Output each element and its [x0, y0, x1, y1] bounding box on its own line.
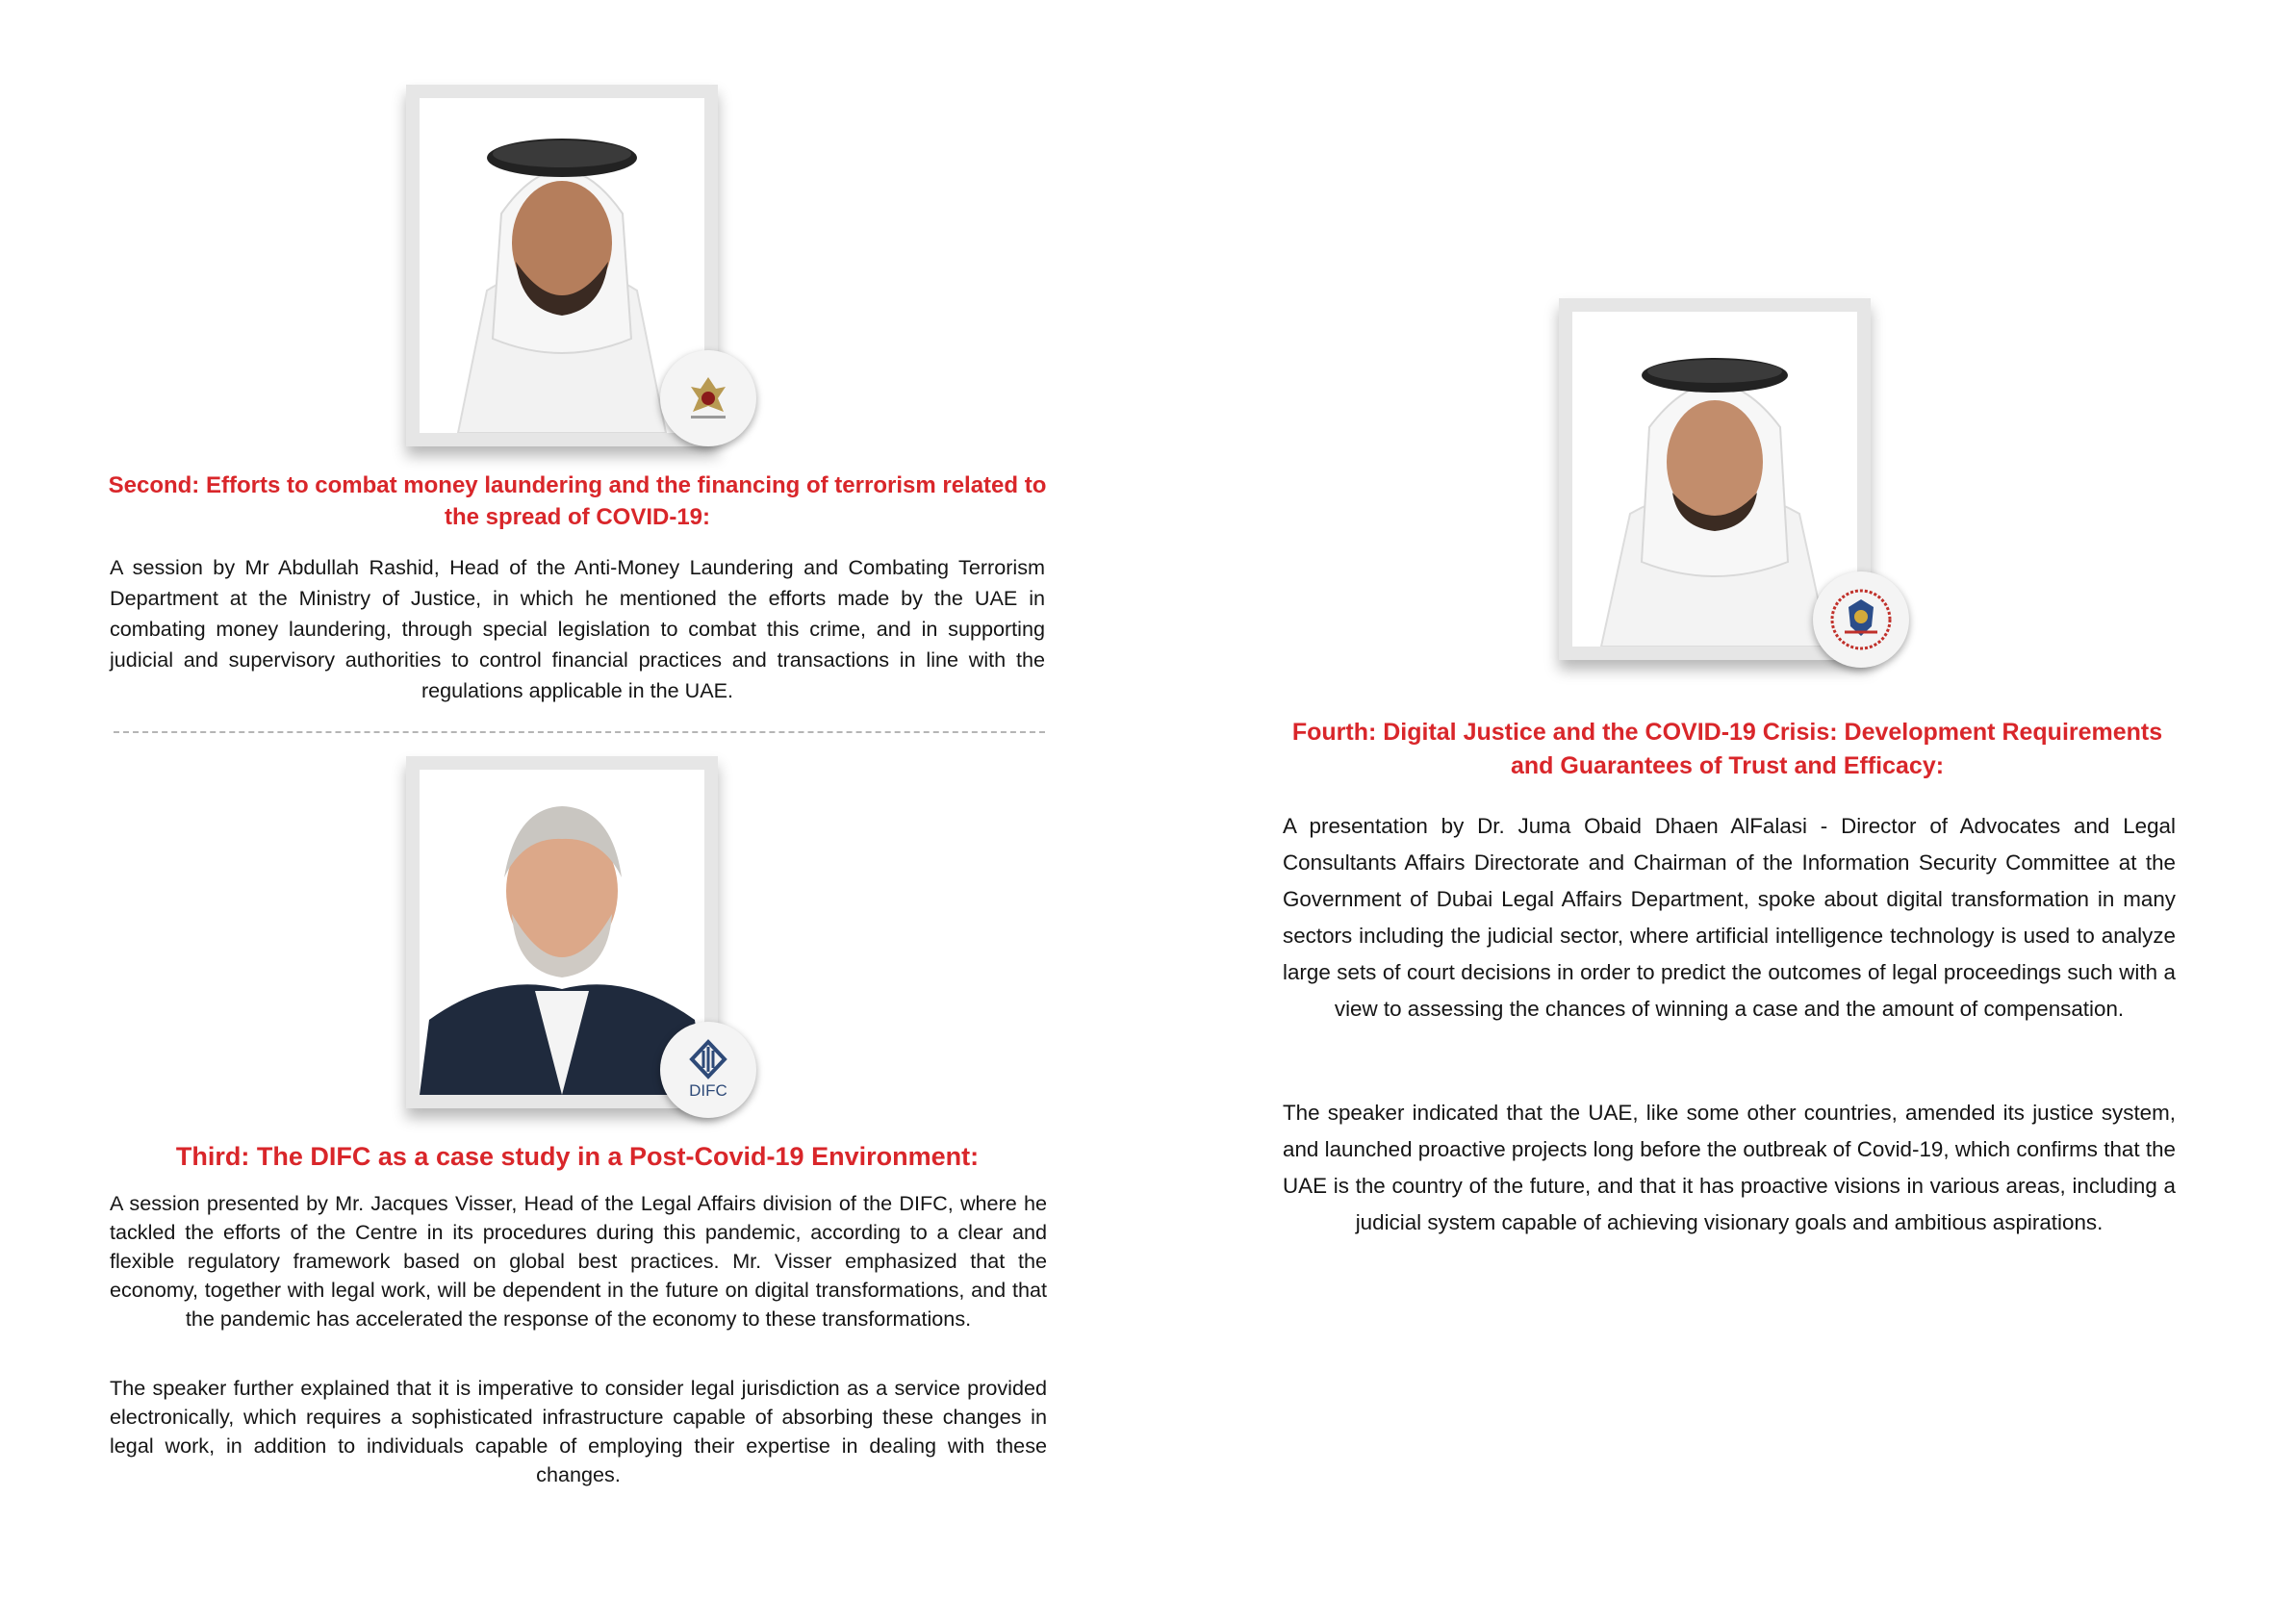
section-second-heading: Second: Efforts to combat money laundering and the financing of terrorism related to the spread of COVID-19:: [108, 472, 1047, 531]
section-fourth-heading: Fourth: Digital Justice and the COVID-19 Crisis: Development Requirements and Guarantees of Trust and Efficacy:: [1291, 719, 2163, 779]
section-fourth-body-1: A presentation by Dr. Juma Obaid Dhaen AlFalasi - Director of Advocates and Legal Consultants Affairs Directorate and Chairman of the Information Security Committee at the Government of Dubai Legal Affairs Department, spoke about digital transformation in many sectors including the judicial sector, where artificial intelligence technology is used to analyze large sets of court decisions in order to predict the outcomes of legal proceedings such with a view to assessing the chances of winning a case and the amount of compensation.: [1283, 814, 2176, 1021]
section-third-body-2: The speaker further explained that it is imperative to consider legal jurisdiction as a service provided electronically, which requires a sophisticated infrastructure capable of absorbing these changes in legal work, in addition to individuals capable of employing their expertise in dealing with these changes.: [110, 1376, 1047, 1486]
section-third-heading: Third: The DIFC as a case study in a Post-Covid-19 Environment:: [175, 1142, 980, 1171]
speaker-photo-juma-alfalasi: [1559, 298, 1871, 660]
speaker-photo-jacques-visser: [406, 756, 727, 1108]
portrait-image: [420, 770, 704, 1095]
portrait-image: [1572, 312, 1857, 647]
uae-ministry-of-justice-emblem-icon: [660, 350, 756, 446]
section-fourth-body-2: The speaker indicated that the UAE, like some other countries, amended its justice system, and launched proactive projects long before the outbreak of Covid-19, which confirms that the UAE is the country of the future, and that it has proactive visions in various areas, including a judicial system capable of achieving visionary goals and ambitious aspirations.: [1283, 1101, 2176, 1234]
dubai-legal-affairs-emblem-icon: [1813, 571, 1909, 668]
section-third-body-1: A session presented by Mr. Jacques Visser, Head of the Legal Affairs division of the DIFC, where he tackled the efforts of the Centre in its procedures during this pandemic, according to a clear and flexible regulatory framework based on global best practices. Mr. Visser emphasized that the economy, together with legal work, will be dependent in the future on digital transformations, and that the pandemic has accelerated the response of the economy to these transformations.: [110, 1191, 1047, 1331]
difc-logo-icon: [660, 1022, 756, 1118]
speaker-photo-abdullah-rashid: [406, 85, 718, 446]
difc-badge-label: DIFC: [689, 1081, 727, 1100]
section-second-body: A session by Mr Abdullah Rashid, Head of the Anti-Money Laundering and Combating Terrorism Department at the Ministry of Justice, in which he mentioned the efforts made by the UAE in combating money laundering, through special legislation to combat this crime, and in supporting judicial and supervisory authorities to control financial practices and transactions in line with the regulations applicable in the UAE.: [110, 555, 1045, 702]
section-divider: [114, 731, 1045, 733]
